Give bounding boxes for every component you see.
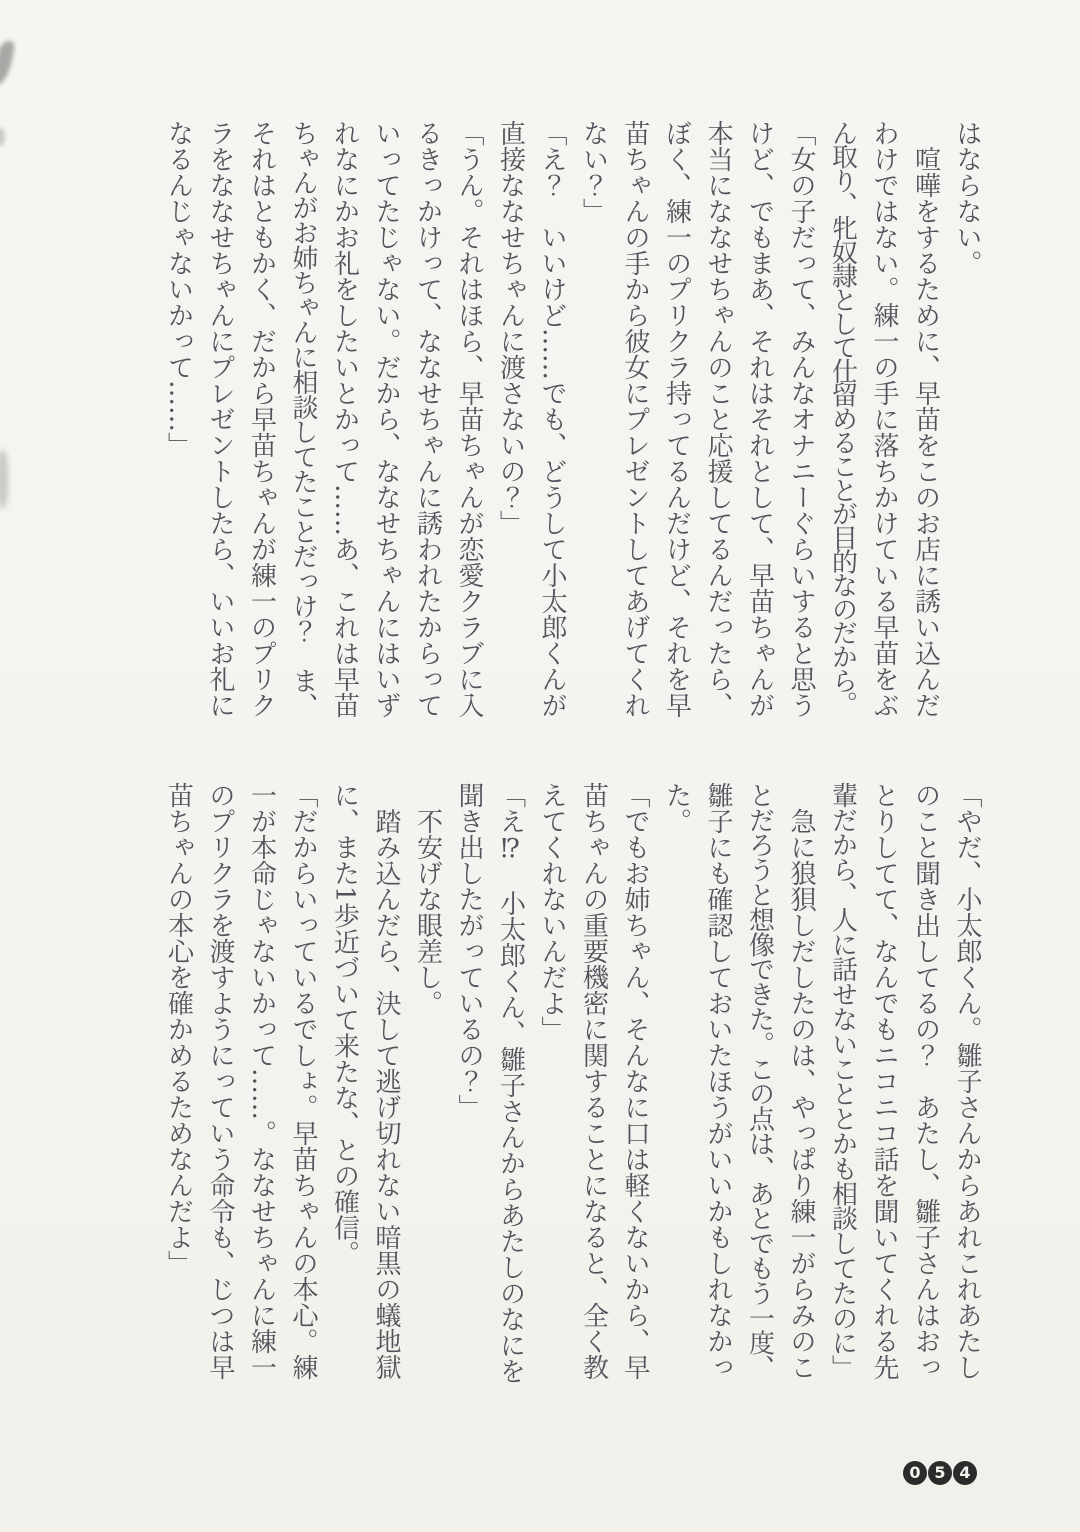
page-number-digit: 4 (953, 1461, 977, 1485)
text-line: 一が本命じゃないかって……。ななせちゃんに練一 (246, 782, 277, 1380)
text-line: るきっかけって、ななせちゃんに誘われたからって (412, 120, 443, 718)
text-line: 急に狼狽しだしたのは、やっぱり練一がらみのこ (786, 782, 816, 1380)
text-line: 苗ちゃんの重要機密に関することになると、全く教 (578, 782, 609, 1380)
text-line: 「うん。それはほら、早苗ちゃんが恋愛クラブに入 (454, 120, 484, 718)
text-line: 聞き出したがっているの？」 (454, 782, 484, 1120)
text-line: 輩だから、人に話せないこととかも相談してたのに」 (827, 782, 858, 1380)
text-line: えてくれないんだよ」 (537, 782, 567, 1042)
text-line: 雛子にも確認しておいたほうがいいかもしれなかっ (703, 782, 733, 1380)
text-line: はならない。 (952, 120, 982, 276)
scan-artifact-left-edge-upper (0, 128, 5, 146)
bottom-text-block (157, 782, 987, 1382)
text-line: 本当にななせちゃんのこと応援してるんだったら、 (703, 120, 733, 718)
text-line: とりしてて、なんでもニコニコ話を聞いてくれる先 (869, 782, 899, 1380)
text-line: 苗ちゃんの手から彼女にプレゼントしてあげてくれ (620, 120, 650, 718)
text-line: 「女の子だって、みんなオナニーぐらいすると思う (786, 120, 816, 718)
text-line: 苗ちゃんの本心を確かめるためなんだよ」 (163, 782, 194, 1276)
text-line: ラをななせちゃんにプレゼントしたら、いいお礼に (205, 120, 235, 718)
text-line: 「でもお姉ちゃん、そんなに口は軽くないから、早 (620, 782, 650, 1380)
text-line: けど、でもまあ、それはそれとして、早苗ちゃんが (744, 120, 775, 718)
text-line: ぼく、練一のプリクラ持ってるんだけど、それを早 (661, 120, 692, 718)
text-line: のプリクラを渡すようにっていう命令も、じつは早 (205, 782, 235, 1380)
page-number-digit: 0 (903, 1461, 927, 1485)
text-line: のこと聞き出してるの？ あたし、雛子さんはおっ (910, 782, 941, 1380)
text-line: 踏み込んだら、決して逃げ切れない暗黒の蟻地獄 (371, 782, 401, 1380)
text-line: ない？」 (578, 120, 609, 224)
text-line: に、また1歩近づいて来たな、との確信。 (329, 782, 360, 1267)
page-number-digit: 5 (928, 1461, 952, 1485)
text-line: 「え？ いいけど……でも、どうして小太郎くんが (537, 120, 567, 718)
text-line: た。 (661, 782, 692, 834)
text-line: 不安げな眼差し。 (412, 782, 443, 1016)
text-line: 喧嘩をするために、早苗をこのお店に誘い込んだ (910, 120, 941, 718)
text-line: ん取り、牝奴隷として仕留めることが目的なのだから。 (827, 120, 858, 716)
text-line: わけではない。練一の手に落ちかけている早苗をぶ (869, 120, 899, 718)
scan-artifact-top-left (0, 39, 18, 88)
text-line: 「だからいっているでしょ。早苗ちゃんの本心。練 (288, 782, 318, 1380)
top-text-block (157, 120, 987, 720)
text-line: なるんじゃないかって……」 (163, 120, 194, 458)
scan-artifact-left-edge (0, 450, 8, 508)
text-line: 「やだ、小太郎くん。雛子さんからあれこれあたし (952, 782, 982, 1380)
text-line: ちゃんがお姉ちゃんに相談してたことだっけ？ ま、 (288, 120, 318, 718)
text-line: いってたじゃない。だから、ななせちゃんにはいず (371, 120, 401, 718)
text-line: それはともかく、だから早苗ちゃんが練一のプリク (246, 120, 277, 718)
page-number (903, 1461, 977, 1485)
text-line: とだろうと想像できた。この点は、あとでもう一度、 (744, 782, 775, 1380)
text-line: 「え⁉ 小太郎くん、雛子さんからあたしのなにを (495, 782, 526, 1384)
text-line: れなにかお礼をしたいとかって……あ、これは早苗 (329, 120, 360, 718)
text-line: 直接ななせちゃんに渡さないの？」 (495, 120, 526, 536)
